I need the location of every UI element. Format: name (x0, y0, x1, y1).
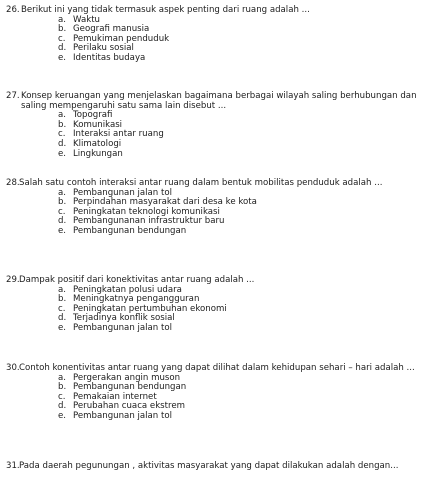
option-letter: b. (58, 382, 67, 393)
question-text: Salah satu contoh interaksi antar ruang dalam bentuk mobilitas penduduk adalah ... (19, 178, 383, 188)
question-stem (6, 92, 426, 111)
option-text: Peningkatan pertumbuhan ekonomi (73, 303, 227, 314)
option-letter: e. (58, 322, 67, 333)
option-text: Interaksi antar ruang (73, 129, 164, 140)
option-text: Identitas budaya (73, 52, 146, 63)
question-text: Berikut ini yang tidak termasuk aspek penting dari ruang adalah ... (21, 5, 310, 15)
question-number: 30. (6, 363, 20, 373)
option-text: Perilaku sosial (73, 43, 134, 54)
option-text: Lingkungan (73, 148, 123, 159)
question-stem (6, 364, 426, 374)
option-letter: a. (58, 284, 66, 295)
option-text: Pergerakan angin muson (73, 372, 181, 383)
option-text: Geografi manusia (73, 24, 150, 35)
question-number: 31. (6, 461, 20, 471)
option-letter: a. (58, 187, 66, 198)
option-letter: d. (58, 138, 67, 149)
option-text: Pembangunan bendungan (73, 382, 187, 393)
question-28 (6, 179, 426, 237)
question-stem (6, 276, 426, 286)
option-letter: e. (58, 225, 67, 236)
question-number: 28. (6, 178, 20, 188)
question-text: Dampak positif dari konektivitas antar ruang adalah ... (19, 275, 255, 285)
option-letter: b. (58, 119, 67, 130)
option-text: Pemukiman penduduk (73, 33, 170, 44)
option-text: Peningkatan teknologi komunikasi (73, 206, 220, 217)
option-text: Pembangunan bendungan (73, 225, 187, 236)
option-text: Waktu (73, 14, 101, 25)
option-text: Pemakaian internet (73, 391, 157, 402)
option-text: Komunikasi (73, 119, 123, 130)
question-number: 29. (6, 275, 20, 285)
option-list (6, 286, 426, 334)
option-letter: a. (58, 372, 66, 383)
option-text: Perpindahan masyarakat dari desa ke kota (73, 197, 257, 208)
option-text: Meningkatnya pengangguran (73, 294, 200, 305)
question-number: 27. (6, 91, 20, 101)
question-number: 26. (6, 5, 20, 15)
option-list (6, 374, 426, 422)
option-text: Pembangunan jalan tol (73, 410, 172, 421)
option-text: Pembangunanan infrastruktur baru (73, 216, 225, 227)
question-31 (6, 462, 426, 472)
question-26 (6, 6, 426, 64)
option-letter: b. (58, 24, 67, 35)
option-letter: e. (58, 148, 67, 159)
option-list (6, 16, 426, 64)
option-text: Klimatologi (73, 138, 122, 149)
option-list (6, 189, 426, 237)
option-e (58, 150, 426, 160)
question-30 (6, 364, 426, 422)
option-letter: b. (58, 294, 67, 305)
option-letter: e. (58, 52, 67, 63)
option-text: Topografi (73, 110, 113, 121)
option-text: Perubahan cuaca ekstrem (73, 401, 186, 412)
question-text: Konsep keruangan yang menjelaskan bagaimana berbagai wilayah saling berhubungan dan saling mempengaruhi satu sama lain disebut ... (21, 91, 417, 111)
option-letter: c. (58, 129, 66, 140)
question-text: Pada daerah pegunungan , aktivitas masyarakat yang dapat dilakukan adalah dengan... (19, 461, 399, 471)
option-list (6, 111, 426, 159)
option-letter: d. (58, 216, 67, 227)
question-stem (6, 462, 426, 472)
option-letter: e. (58, 410, 67, 421)
option-letter: a. (58, 110, 66, 121)
option-letter: b. (58, 197, 67, 208)
option-letter: d. (58, 313, 67, 324)
option-e (58, 412, 426, 422)
option-letter: d. (58, 43, 67, 54)
question-stem (6, 6, 426, 16)
option-letter: a. (58, 14, 66, 25)
option-text: Peningkatan polusi udara (73, 284, 182, 295)
question-27 (6, 92, 426, 159)
option-letter: d. (58, 401, 67, 412)
option-e (58, 54, 426, 64)
question-29 (6, 276, 426, 334)
option-text: Terjadinya konflik sosial (73, 313, 175, 324)
option-text: Pembangunan jalan tol (73, 187, 172, 198)
option-letter: c. (58, 206, 66, 217)
question-text: Contoh konentivitas antar ruang yang dapat dilihat dalam kehidupan sehari – hari adalah ... (19, 363, 415, 373)
option-e (58, 227, 426, 237)
option-e (58, 324, 426, 334)
question-stem (6, 179, 426, 189)
option-letter: c. (58, 391, 66, 402)
option-letter: c. (58, 33, 66, 44)
option-letter: c. (58, 303, 66, 314)
option-text: Pembangunan jalan tol (73, 322, 172, 333)
